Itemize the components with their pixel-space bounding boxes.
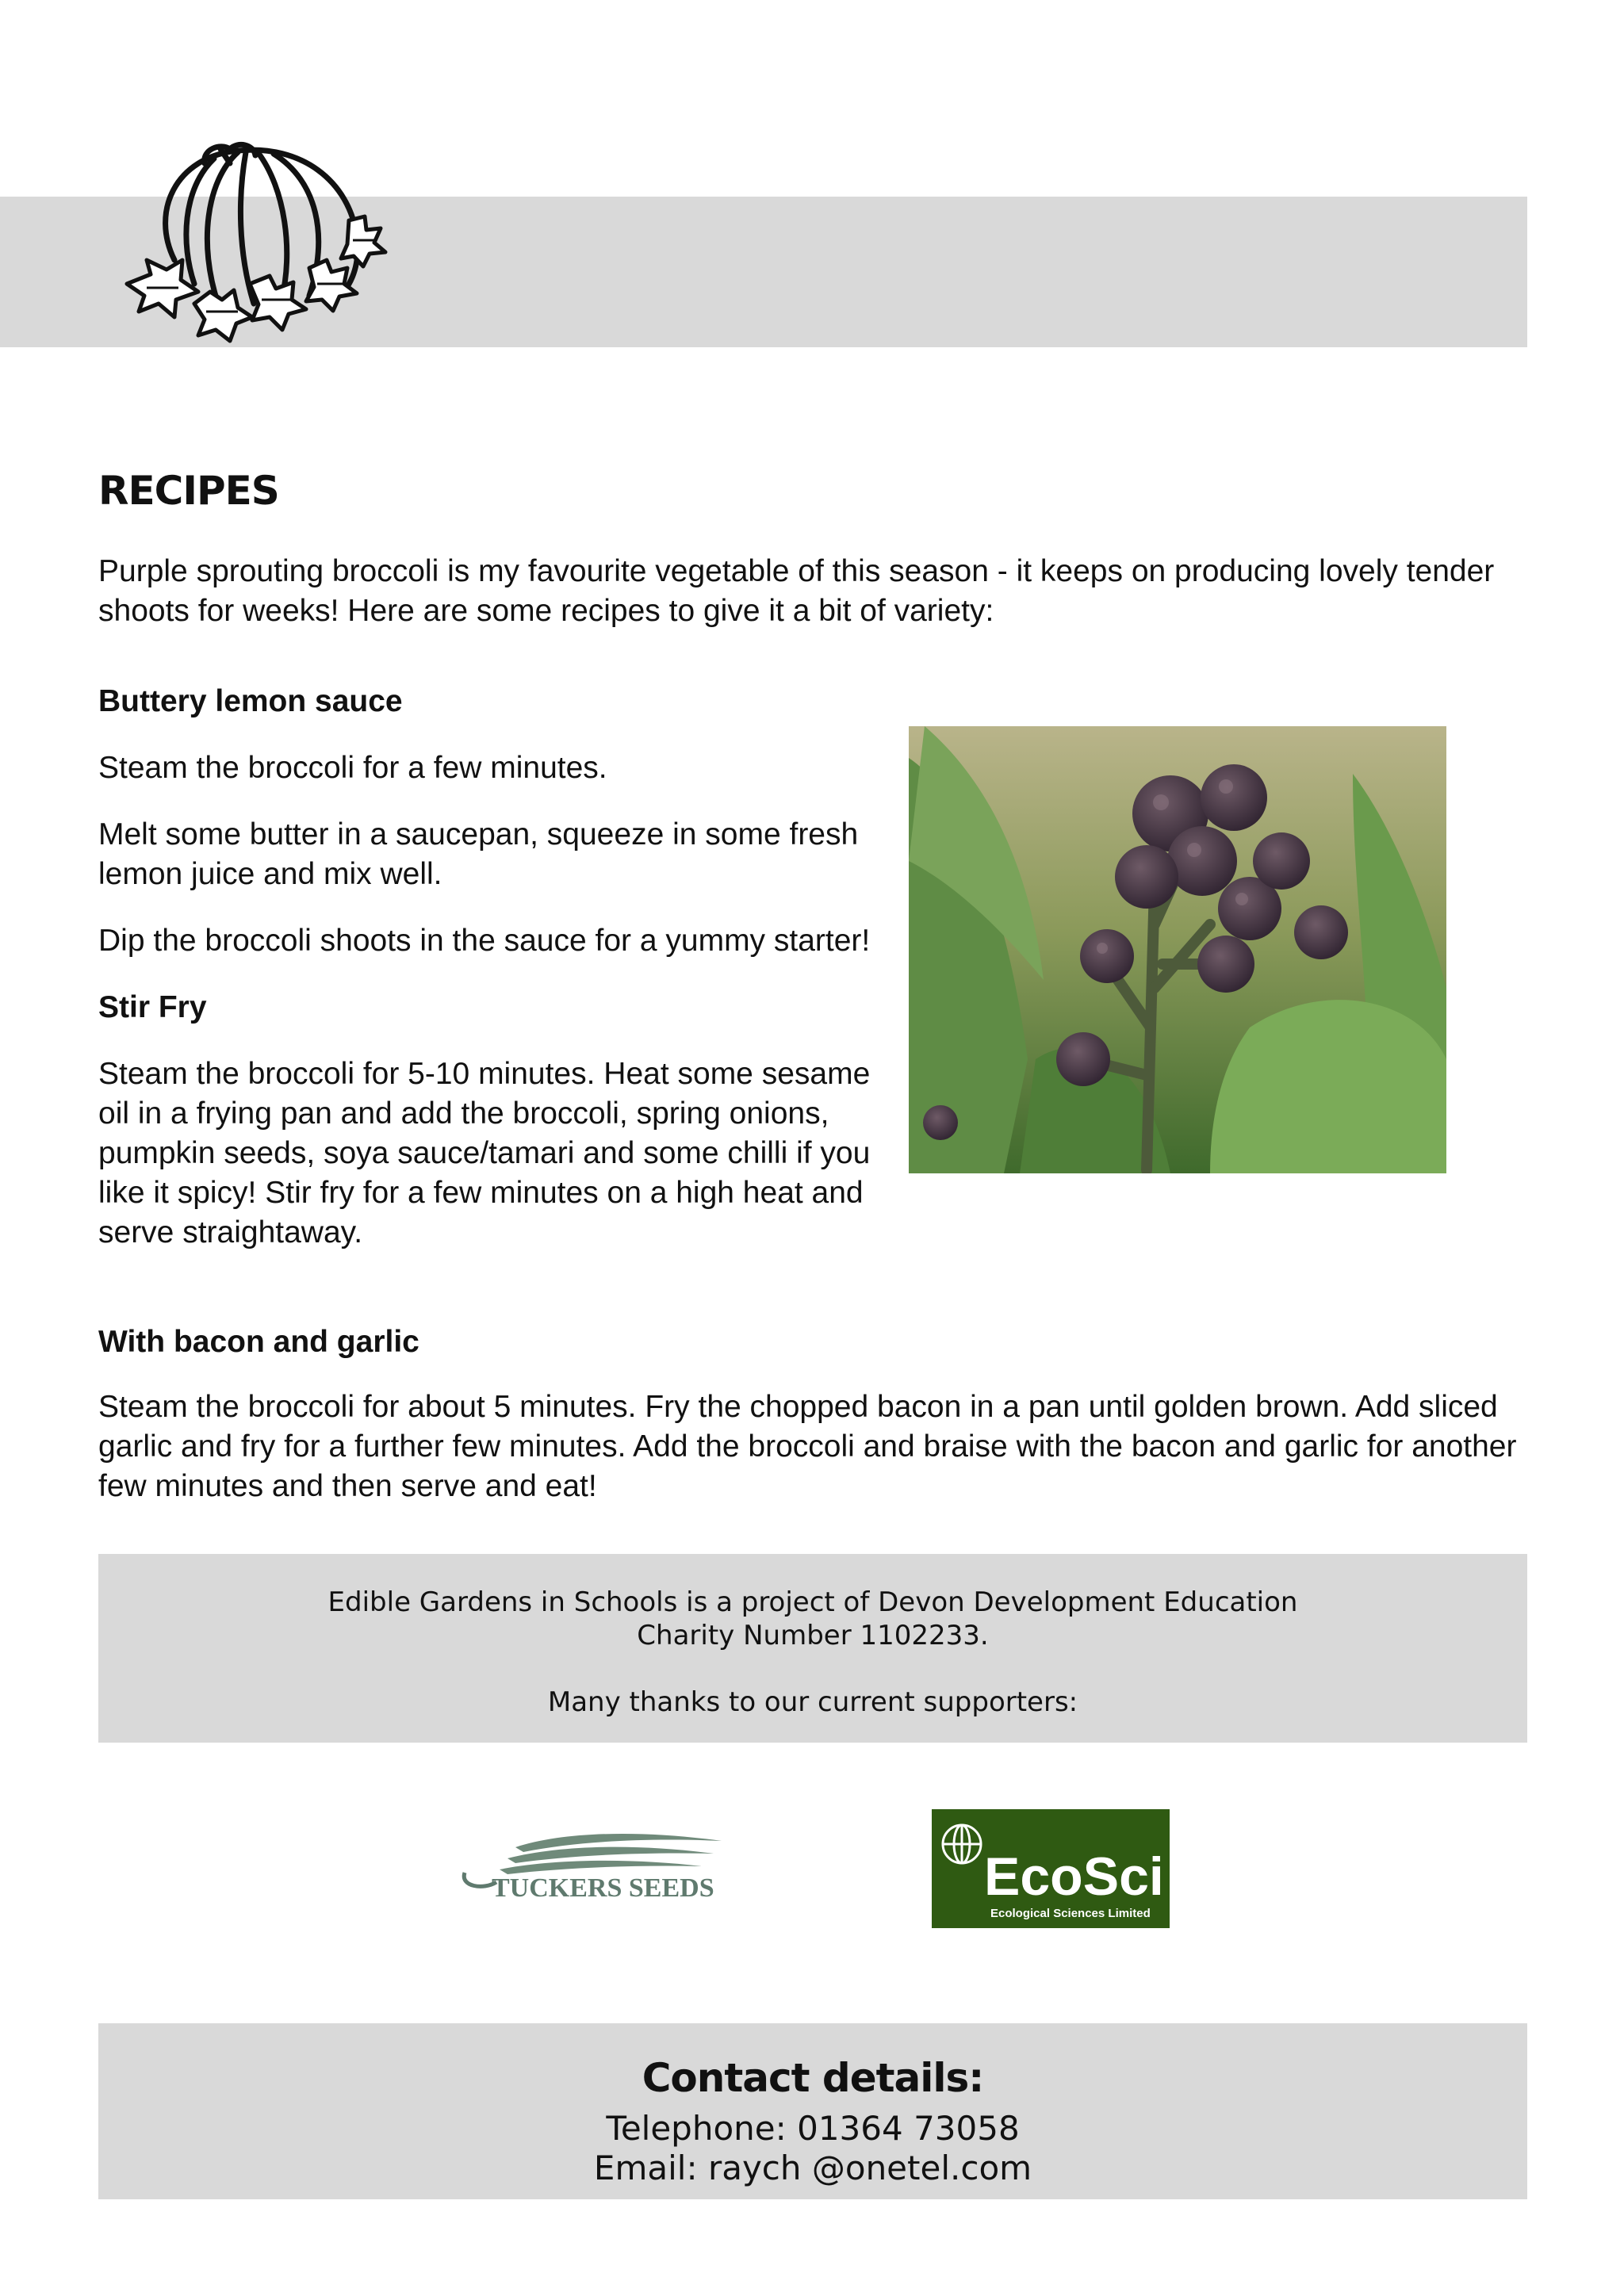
ecosci-logo [932, 1809, 1170, 1928]
tuckers-seeds-logo [460, 1823, 730, 1911]
recipe-step: Steam the broccoli for about 5 minutes. Fry the chopped bacon in a pan until golden brown. Add sliced garlic and fry for a further few minutes. Add the broccoli and braise with the bacon and garlic for another few minutes and then serve and eat! [98, 1390, 1517, 1503]
purple-sprouting-broccoli-photo [909, 726, 1446, 1173]
recipe-step: Steam the broccoli for 5-10 minutes. Heat some sesame oil in a frying pan and add the broccoli, spring onions, pumpkin seeds, soya sauce/tamari and some chilli if you like it spicy! Stir fry for a few minutes on a high heat and serve straightaway. [98, 1057, 871, 1249]
ecosci-tagline: Ecological Sciences Limited [990, 1907, 1151, 1920]
recipe-step: Steam the broccoli for a few minutes. [98, 751, 607, 785]
contact-email: Email: raych @onetel.com [593, 2149, 1032, 2187]
recipe-title: Buttery lemon sauce [98, 684, 403, 718]
contact-title: Contact details: [642, 2055, 984, 2101]
project-info-box [98, 1554, 1527, 1743]
pumpkin-icon [119, 141, 412, 355]
contact-box [98, 2023, 1527, 2199]
project-info-line: Edible Gardens in Schools is a project of Devon Development Education [327, 1586, 1298, 1618]
recipe-column [98, 682, 899, 1280]
ecosci-name: EcoSci [984, 1846, 1164, 1907]
recipe-title: Stir Fry [98, 990, 207, 1024]
supporters-thanks: Many thanks to our current supporters: [547, 1686, 1078, 1718]
contact-phone: Telephone: 01364 73058 [606, 2109, 1020, 2148]
page-title: RECIPES [98, 468, 279, 514]
recipe-step: Dip the broccoli shoots in the sauce for a yummy starter! [98, 924, 871, 958]
recipe-title: With bacon and garlic [98, 1325, 419, 1359]
intro-paragraph: Purple sprouting broccoli is my favourite vegetable of this season - it keeps on producing lovely tender shoots for weeks! Here are some recipes to give it a bit of variety: [98, 554, 1495, 628]
tuckers-seeds-text: TUCKERS SEEDS [492, 1873, 714, 1903]
recipe-step: Melt some butter in a saucepan, squeeze in some fresh lemon juice and mix well. [98, 817, 859, 891]
charity-number: Charity Number 1102233. [637, 1620, 989, 1651]
